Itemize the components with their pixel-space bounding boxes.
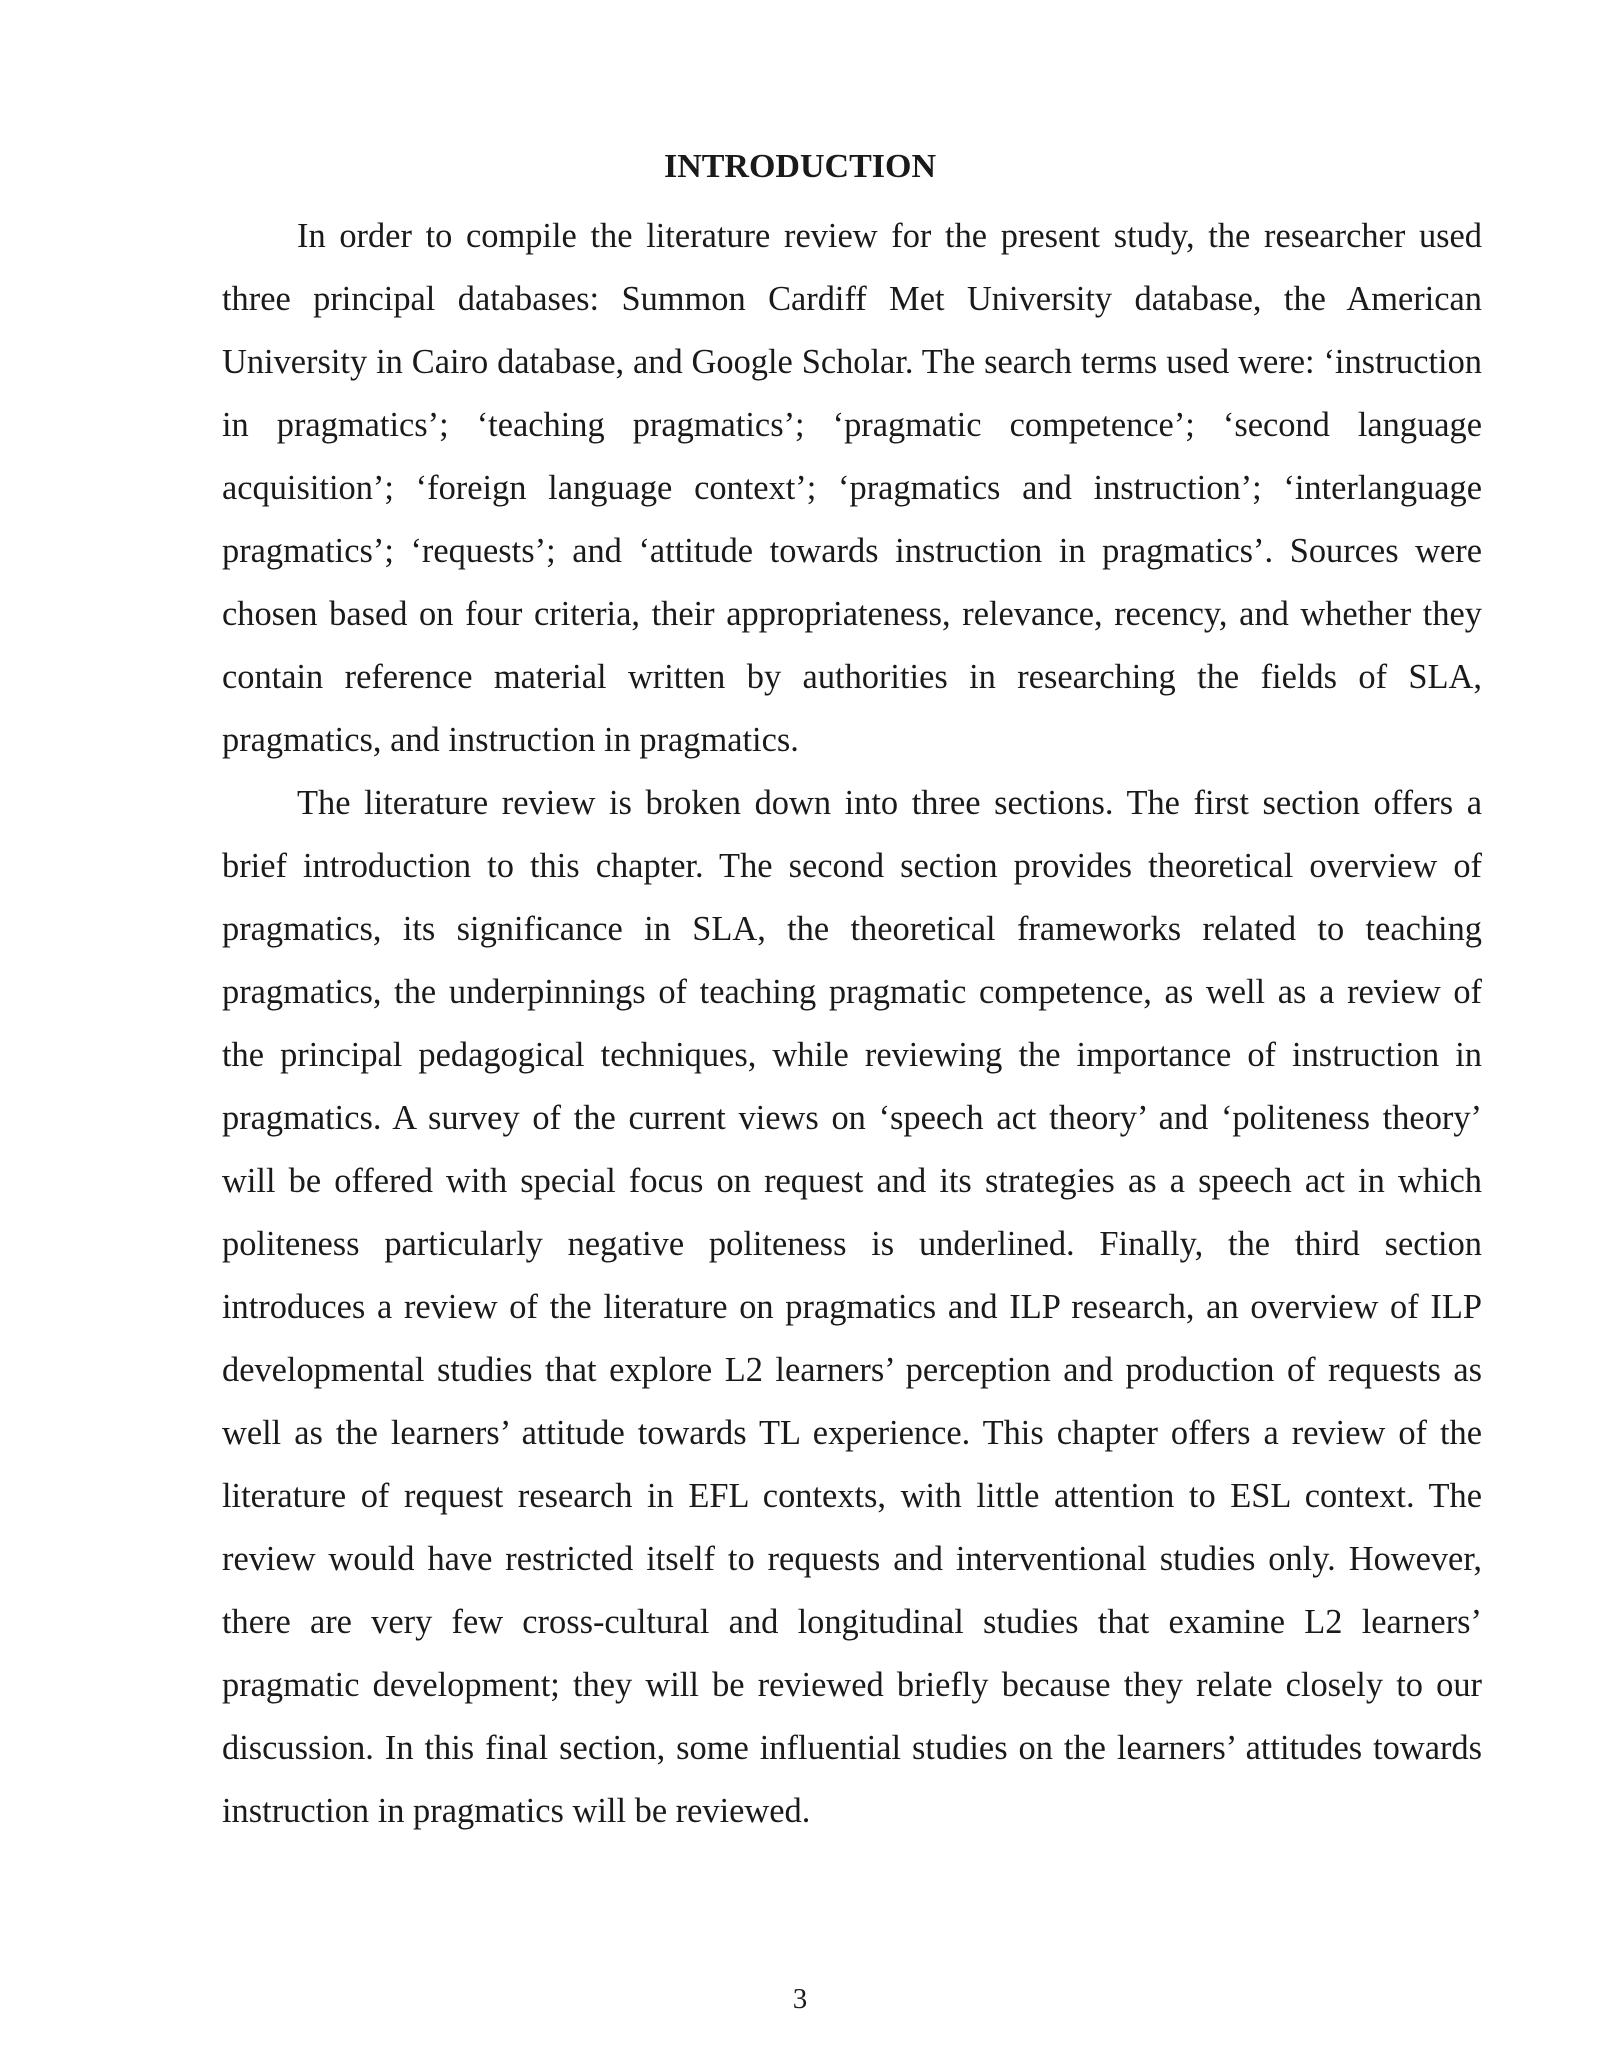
paragraph-1: In order to compile the literature review for the present study, the researcher used three principal databases: Summon Cardiff Met University database, the American University in Cairo database, and Google Scholar. The search terms used were: ‘instruction in pragmatics’; ‘teaching pragmatics’; ‘pragmatic competence’; ‘second language acquisition’; ‘foreign language context’; ‘pragmatics and instruction’; ‘interlanguage pragmatics’; ‘requests’; and ‘attitude towards instruction in pragmatics’. Sources were chosen based on four criteria, their appropriateness, relevance, recency, and whether they contain reference material written by authorities in researching the fields of SLA, pragmatics, and instruction in pragmatics.	[222, 217, 1482, 759]
body-text	[222, 205, 1482, 1843]
page-title: INTRODUCTION	[663, 148, 937, 185]
page-number: 3	[792, 1983, 808, 2015]
paragraph-2: The literature review is broken down into three sections. The first section offers a brief introduction to this chapter. The second section provides theoretical overview of pragmatics, its significance in SLA, the theoretical frameworks related to teaching pragmatics, the underpinnings of teaching pragmatic competence, as well as a review of the principal pedagogical techniques, while reviewing the importance of instruction in pragmatics. A survey of the current views on ‘speech act theory’ and ‘politeness theory’ will be offered with special focus on request and its strategies as a speech act in which politeness particularly negative politeness is underlined. Finally, the third section introduces a review of the literature on pragmatics and ILP research, an overview of ILP developmental studies that explore L2 learners’ perception and production of requests as well as the learners’ attitude towards TL experience. This chapter offers a review of the literature of request research in EFL contexts, with little attention to ESL context. The review would have restricted itself to requests and interventional studies only. However, there are very few cross-cultural and longitudinal studies that examine L2 learners’ pragmatic development; they will be reviewed briefly because they relate closely to our discussion. In this final section, some influential studies on the learners’ attitudes towards instruction in pragmatics will be reviewed.	[222, 784, 1482, 1830]
